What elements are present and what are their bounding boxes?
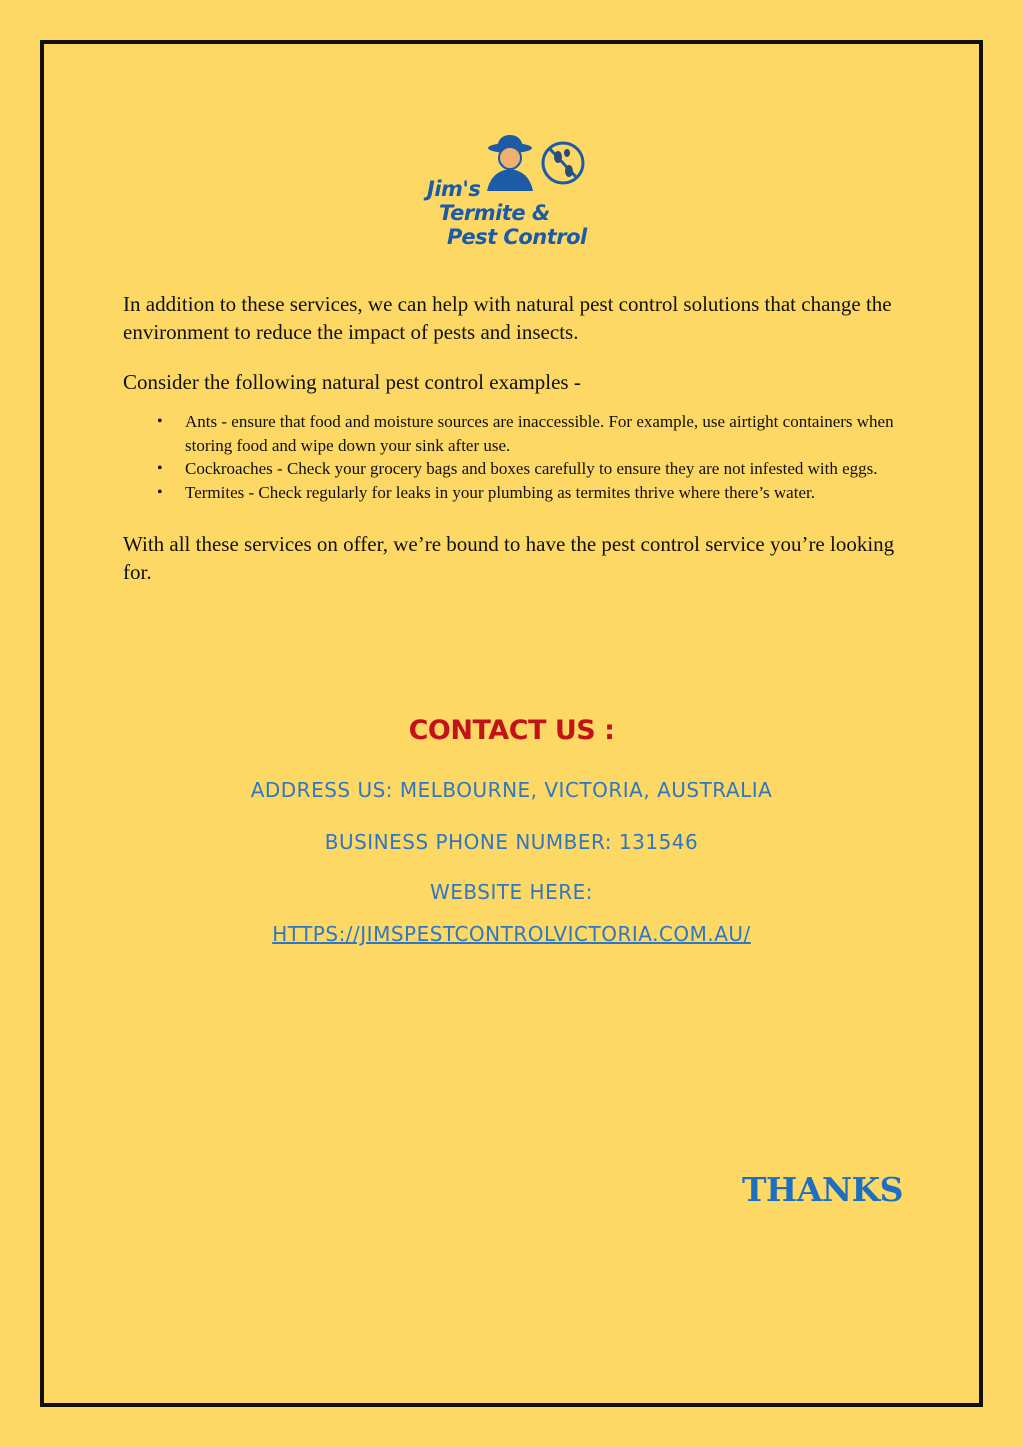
contact-address: ADDRESS US: MELBOURNE, VICTORIA, AUSTRALIA	[250, 778, 773, 802]
thanks-text: THANKS	[742, 1170, 904, 1209]
list-item: • Termites - Check regularly for leaks in your plumbing as termites thrive where there’s water.	[185, 481, 913, 505]
examples-list	[123, 410, 913, 504]
website-link[interactable]: HTTPS://JIMSPESTCONTROLVICTORIA.COM.AU/	[272, 922, 751, 946]
logo-line-3: Pest Control	[447, 225, 587, 249]
examples-intro: Consider the following natural pest control examples -	[123, 370, 581, 394]
body-content	[123, 290, 913, 586]
list-item: • Ants - ensure that food and moisture sources are inaccessible. For example, use airtight containers when storing food and wipe down your sink after use.	[185, 410, 913, 457]
website-label: WEBSITE HERE:	[429, 880, 594, 904]
logo-wordmark	[427, 177, 587, 249]
logo-line-2: Termite &	[439, 201, 550, 225]
intro-paragraph: In addition to these services, we can help with natural pest control solutions that change the environment to reduce the impact of pests and insects.	[123, 292, 892, 344]
contact-heading: CONTACT US :	[408, 715, 615, 746]
company-logo	[425, 133, 600, 258]
contact-phone: BUSINESS PHONE NUMBER: 131546	[324, 830, 699, 854]
list-item: • Cockroaches - Check your grocery bags and boxes carefully to ensure they are not infested with eggs.	[185, 457, 913, 481]
logo-line-1: Jim's	[427, 177, 481, 201]
closing-paragraph: With all these services on offer, we’re bound to have the pest control service you’re looking for.	[123, 532, 895, 584]
